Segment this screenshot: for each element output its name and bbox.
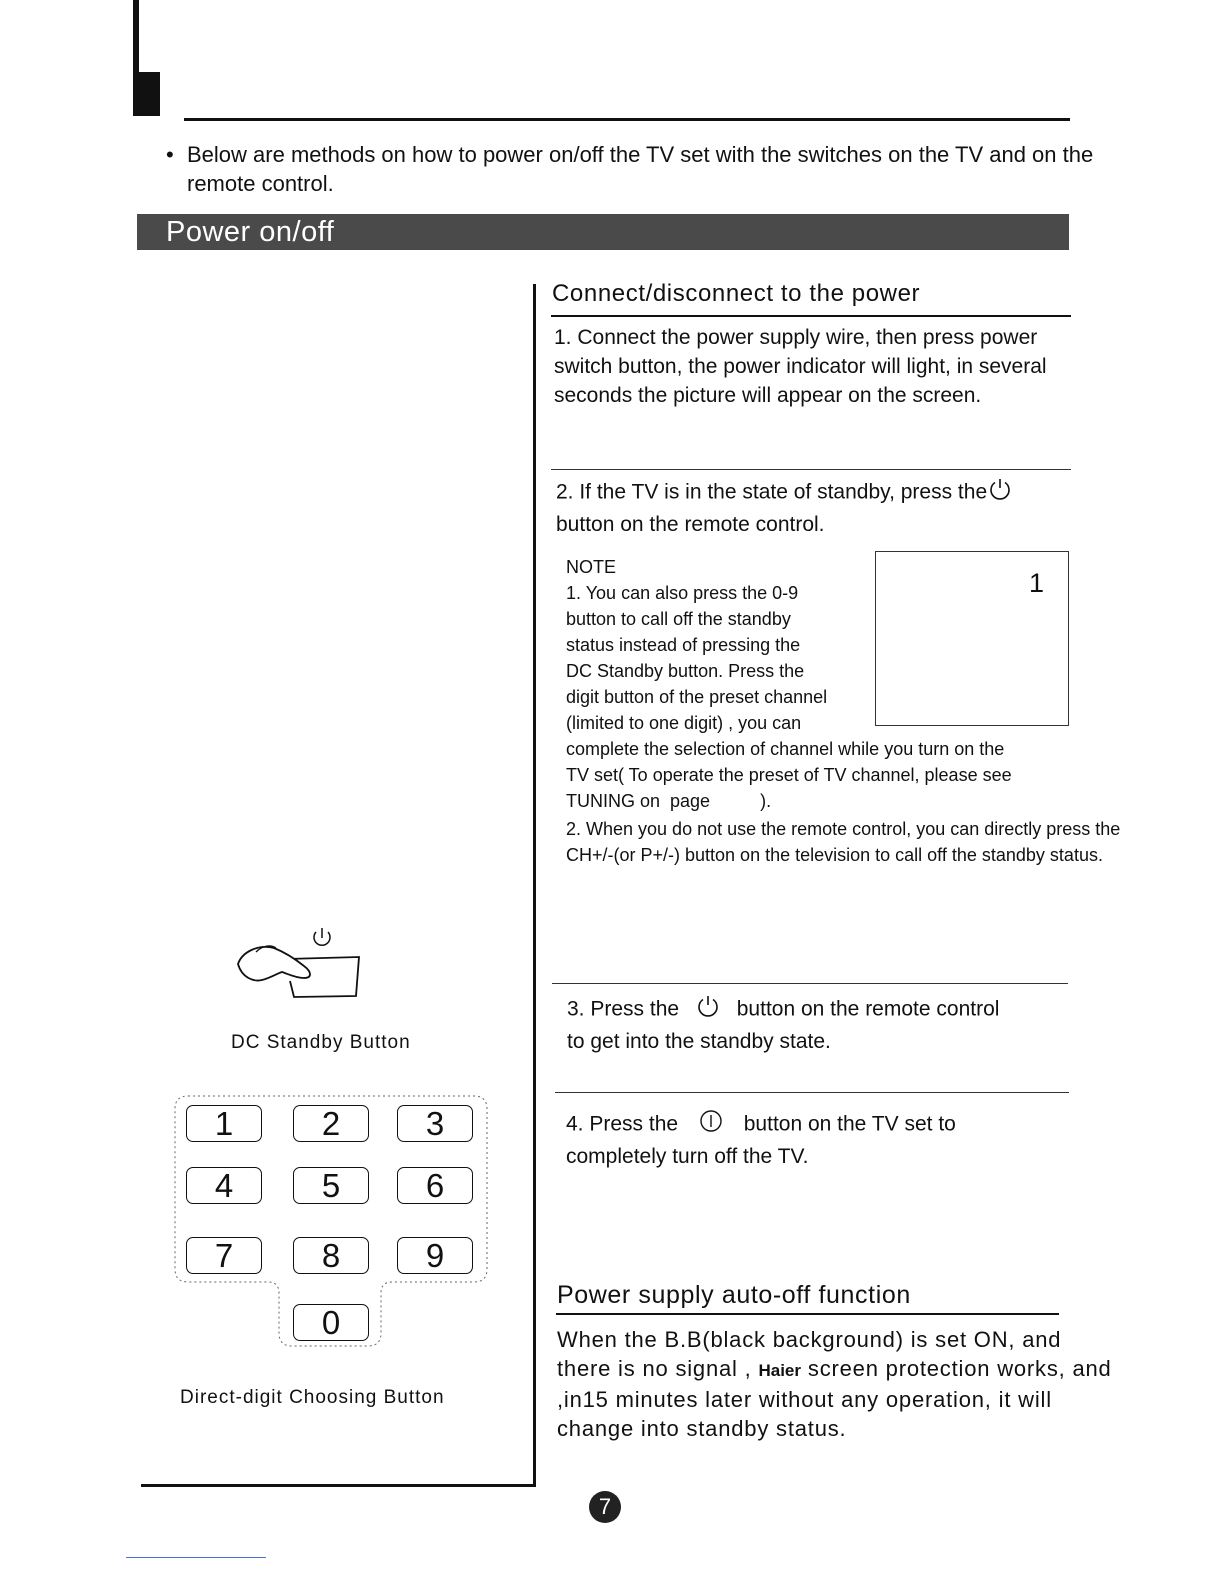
note-line: DC Standby button. Press the xyxy=(566,661,805,681)
header-rule xyxy=(184,118,1070,121)
note-2: 2. When you do not use the remote control, you can directly press the CH+/-(or P+/-) button on the television to call off the standby status. xyxy=(566,819,1121,865)
header-block xyxy=(133,72,160,116)
note-line: 1. You can also press the 0-9 xyxy=(566,583,799,603)
section-title-bar xyxy=(137,214,1069,250)
direct-digit-keypad xyxy=(174,1095,488,1347)
step-2-text xyxy=(556,476,1096,539)
digit-key-8[interactable]: 8 xyxy=(293,1237,369,1274)
footer-link-underline xyxy=(126,1557,266,1558)
intro-paragraph xyxy=(166,140,1106,198)
intro-bullet: • xyxy=(166,142,174,167)
power-switch-icon xyxy=(698,1108,724,1142)
step-divider-4 xyxy=(555,1092,1069,1093)
step-1-text: 1. Connect the power supply wire, then press power switch button, the power indicator will light, in several seconds the picture will appear on the screen. xyxy=(554,326,1047,407)
connect-heading-rule xyxy=(551,315,1071,317)
step-4-pre: 4. Press the xyxy=(566,1112,679,1136)
intro-text: Below are methods on how to power on/off the TV set with the switches on the TV and on the remote control. xyxy=(187,142,1094,196)
step-3-pre: 3. Press the xyxy=(567,997,680,1021)
column-divider xyxy=(533,284,536,1487)
section-title: Power on/off xyxy=(166,216,335,248)
auto-off-heading-rule xyxy=(556,1313,1059,1315)
page-number: 7 xyxy=(589,1491,621,1523)
step-divider-1 xyxy=(551,469,1071,470)
step-3-post: button on the remote control xyxy=(736,997,1000,1021)
brand-logo: Haier xyxy=(758,1361,801,1380)
channel-digit: 1 xyxy=(1028,568,1044,598)
digit-key-3[interactable]: 3 xyxy=(397,1105,473,1142)
note-line: TV set( To operate the preset of TV channel, please see xyxy=(566,765,1012,785)
hand-press-icon xyxy=(236,926,366,1002)
auto-off-text-post: screen protection works, and ,in15 minutes later without any operation, it will change into standby status. xyxy=(557,1356,1112,1441)
digit-key-7[interactable]: 7 xyxy=(186,1237,262,1274)
screen-illustration xyxy=(875,551,1069,726)
connect-heading: Connect/disconnect to the power xyxy=(552,280,921,307)
step-3-line2: to get into the standby state. xyxy=(567,1030,831,1053)
auto-off-text-pre: When the B.B(black background) is set ON, and there is no signal , xyxy=(557,1327,1062,1381)
step-3-text xyxy=(567,993,1087,1056)
note-title: NOTE xyxy=(566,557,617,577)
step-4-post: button on the TV set to xyxy=(743,1112,956,1136)
step-2-post: button on the remote control. xyxy=(556,513,825,536)
digit-key-1[interactable]: 1 xyxy=(186,1105,262,1142)
digit-key-4[interactable]: 4 xyxy=(186,1167,262,1204)
dc-standby-label: DC Standby Button xyxy=(231,1032,411,1053)
note-line: status instead of pressing the xyxy=(566,635,801,655)
direct-digit-label: Direct-digit Choosing Button xyxy=(180,1387,445,1408)
note-line: button to call off the standby xyxy=(566,609,791,629)
step-2-pre: 2. If the TV is in the state of standby, press the xyxy=(556,480,988,504)
note-line: (limited to one digit) , you can xyxy=(566,713,802,733)
auto-off-text xyxy=(557,1325,1117,1443)
note-line: complete the selection of channel while you turn on the xyxy=(566,739,1005,759)
power-standby-icon xyxy=(987,476,1013,510)
auto-off-heading: Power supply auto-off function xyxy=(557,1281,911,1309)
digit-key-2[interactable]: 2 xyxy=(293,1105,369,1142)
step-4-text xyxy=(566,1108,1086,1171)
power-standby-icon xyxy=(695,993,721,1027)
digit-key-9[interactable]: 9 xyxy=(397,1237,473,1274)
digit-key-5[interactable]: 5 xyxy=(293,1167,369,1204)
digit-key-6[interactable]: 6 xyxy=(397,1167,473,1204)
step-divider-3 xyxy=(552,983,1068,984)
step-4-line2: completely turn off the TV. xyxy=(566,1145,809,1168)
digit-key-0[interactable]: 0 xyxy=(293,1304,369,1341)
note-line: TUNING on page ). xyxy=(566,791,772,811)
note-line: digit button of the preset channel xyxy=(566,687,828,707)
bottom-rule xyxy=(141,1484,536,1487)
